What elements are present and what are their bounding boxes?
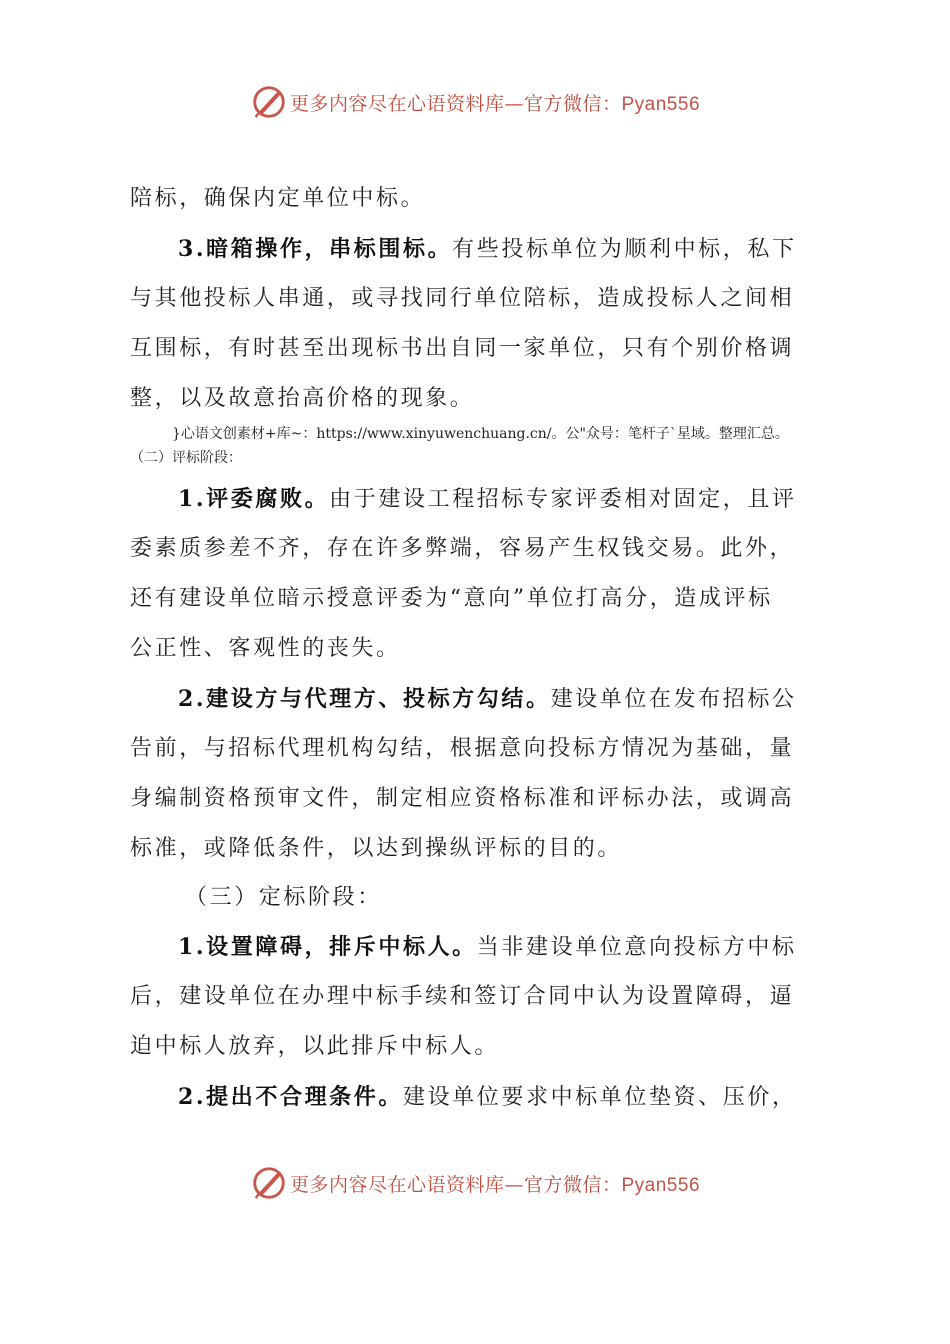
- paragraph-line: 告前，与招标代理机构勾结，根据意向投标方情况为基础，量: [130, 736, 795, 761]
- paragraph-line: 标准，或降低条件，以达到操纵评标的目的。: [130, 836, 623, 861]
- paragraph-line: 公正性、客观性的丧失。: [130, 636, 401, 661]
- heading-bold: 1.设置障碍，排斥中标人。: [178, 934, 477, 960]
- heading-bold: 1.评委腐败。: [178, 486, 330, 512]
- paragraph-line: 还有建设单位暗示授意评委为“意向”单位打高分，造成评标: [130, 586, 773, 611]
- paragraph-line: 1.评委腐败。由于建设工程招标专家评委相对固定，且评: [178, 486, 797, 512]
- paragraph-line: 迫中标人放弃，以此排斥中标人。: [130, 1034, 500, 1059]
- header-banner: [0, 80, 950, 124]
- watermark-note: }心语文创素材+库~：https://www.xinyuwenchuang.cn/。公"众号：笔杆子`星域。整理汇总。: [172, 426, 789, 442]
- paragraph-line: 陪标，确保内定单位中标。: [130, 186, 426, 211]
- banner-text: 更多内容尽在心语资料库—官方微信：Pyan556: [289, 92, 701, 115]
- paragraph-line: 2.建设方与代理方、投标方勾结。建设单位在发布招标公: [178, 686, 797, 712]
- paragraph-line: 与其他投标人串通，或寻找同行单位陪标，造成投标人之间相: [130, 286, 795, 311]
- heading-bold: 2.提出不合理条件。: [178, 1084, 403, 1110]
- footer-banner: [0, 1161, 950, 1205]
- paragraph-line: 3.暗箱操作，串标围标。有些投标单位为顺利中标，私下: [178, 236, 797, 262]
- paragraph-line: 后，建设单位在办理中标手续和签订合同中认为设置障碍，逼: [130, 984, 795, 1009]
- paragraph-line: 2.提出不合理条件。建设单位要求中标单位垫资、压价，: [178, 1084, 797, 1110]
- banner-text: 更多内容尽在心语资料库—官方微信：Pyan556: [289, 1173, 701, 1196]
- section-heading: （二）评标阶段：: [130, 450, 242, 466]
- paragraph-line: 互围标，有时甚至出现标书出自同一家单位，只有个别价格调: [130, 336, 795, 361]
- paragraph-line: 身编制资格预审文件，制定相应资格标准和评标办法，或调高: [130, 786, 795, 811]
- heading-bold: 3.暗箱操作，串标围标。: [178, 236, 453, 262]
- quill-logo-icon: [250, 83, 288, 121]
- quill-logo-icon: [250, 1164, 288, 1202]
- paragraph-line: 1.设置障碍，排斥中标人。当非建设单位意向投标方中标: [178, 934, 797, 960]
- section-heading: （三）定标阶段：: [185, 885, 382, 910]
- paragraph-line: 整，以及故意抬高价格的现象。: [130, 386, 475, 411]
- paragraph-line: 委素质参差不齐，存在许多弊端，容易产生权钱交易。此外，: [130, 536, 795, 561]
- heading-bold: 2.建设方与代理方、投标方勾结。: [178, 686, 551, 712]
